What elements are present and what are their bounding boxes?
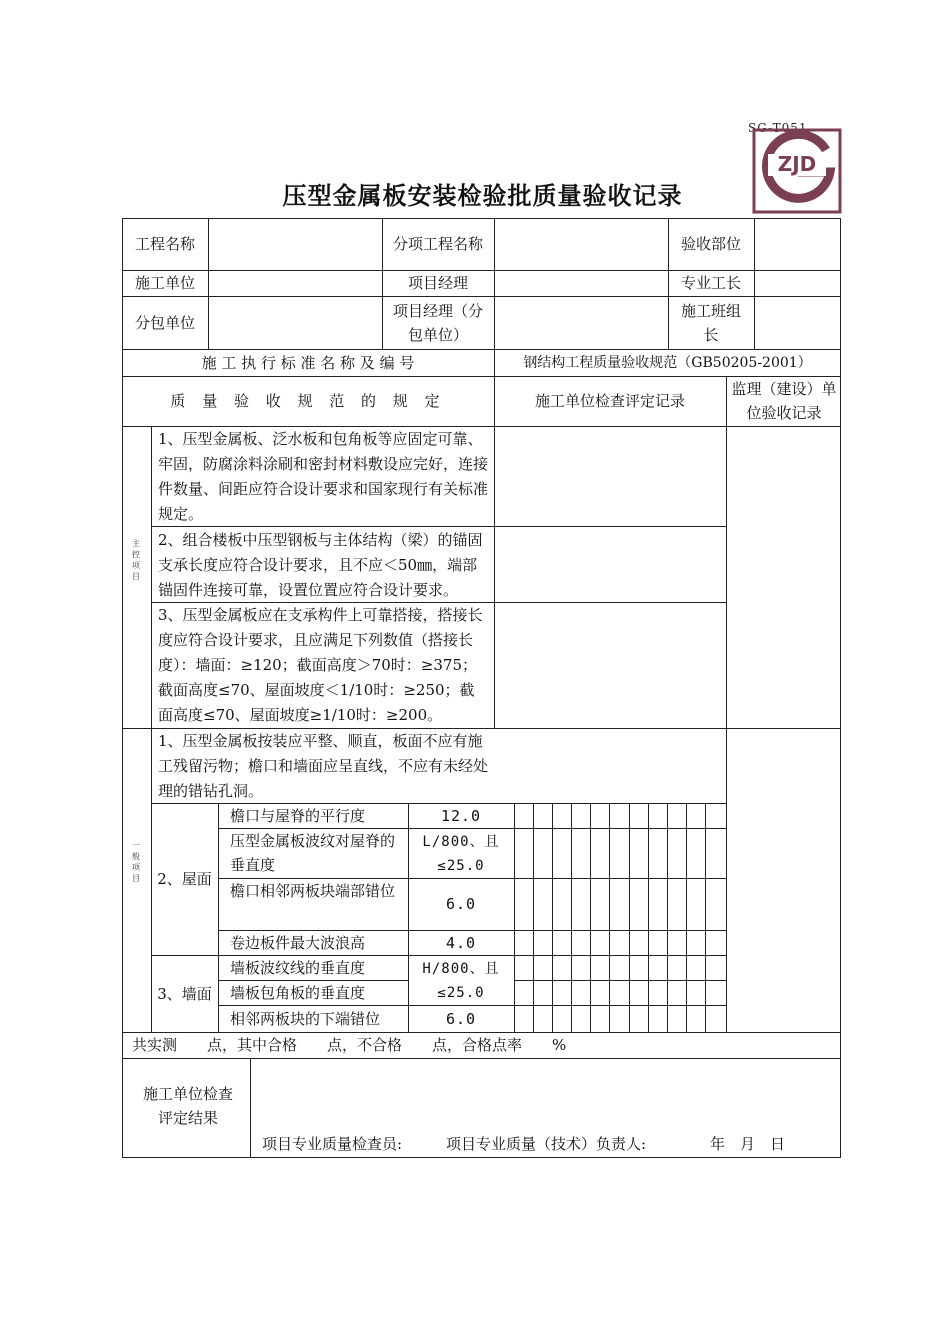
main-control-group-label: 主控项目 [132,539,140,581]
roof-row-1-tolerance: 12.0 [440,806,482,825]
contractor-record-header: 施工单位检查评定记录 [534,392,685,410]
project-manager-field[interactable] [494,270,668,296]
wall-row-2-name: 墙板包角板的垂直度 [230,984,366,1002]
form-code: SG-T051 [748,121,808,135]
main-control-item-1: 1、压型金属板、泛水板和包角板等应固定可靠、牢固，防腐涂料涂刷和密封材料敷设应完好，连接件数量、间距应符合设计要求和国家现行有关标准规定。 [158,430,489,523]
inspection-form [122,218,841,1158]
general-supervisor-record[interactable] [726,728,841,1032]
general-group-label: 一般项目 [132,841,140,883]
team-leader-label: 施工班组长 [680,301,741,344]
page-title: 压型金属板安装检验批质量验收记录 [282,181,683,210]
wall-shared-tolerance: H/800、且≤25.0 [422,960,500,1001]
roof-row-2-name: 压型金属板波纹对屋脊的垂直度 [230,832,396,874]
main-control-item-2: 2、组合楼板中压型钢板与主体结构（梁）的锚固支承长度应符合设计要求，且不应＜50㎜，端部锚固件连接可靠，设置位置应符合设计要求。 [158,531,483,599]
wall-row-3-tolerance: 6.0 [445,1009,477,1028]
general-item-1-record[interactable] [494,728,726,803]
acceptance-part-label: 验收部位 [680,235,741,253]
general-item-1: 1、压型金属板按装应平整、顺直，板面不应有施工残留污物；檐口和墙面应呈直线，不应有未经处理的错钻孔洞。 [158,732,489,800]
foreman-field[interactable] [754,270,841,296]
subcontractor-label: 分包单位 [134,313,195,332]
roof-row-2-tolerance: L/800、且≤25.0 [422,833,500,874]
standard-value: 钢结构工程质量验收规范（GB50205-2001） [523,354,812,371]
team-leader-field[interactable] [754,296,841,349]
roof-row-1-name: 檐口与屋脊的平行度 [230,807,366,825]
sub-manager-label: 项目经理（分包单位） [392,301,483,344]
roof-row-4-tolerance: 4.0 [445,933,477,952]
spec-column-header: 质 量 验 收 规 范 的 规 定 [170,392,446,410]
wall-row-3-name: 相邻两板块的下端错位 [230,1010,381,1028]
foreman-label: 专业工长 [680,274,741,292]
subproject-name-label: 分项工程名称 [392,235,483,253]
responsible-person-signature: 项目专业质量（技术）负责人: [446,1135,647,1153]
construction-unit-label: 施工单位 [134,274,195,292]
logo-text: ZJD [777,152,817,176]
wall-row-1-name: 墙板波纹线的垂直度 [230,959,366,977]
project-name-field[interactable] [208,218,382,270]
result-label: 施工单位检查评定结果 [142,1085,233,1127]
quality-inspector-signature: 项目专业质量检查员: [262,1135,403,1153]
project-manager-label: 项目经理 [407,274,468,292]
subcontractor-field[interactable] [208,296,382,349]
main-control-item-3: 3、压型金属板应在支承构件上可靠搭接，搭接长度应符合设计要求，且应满足下列数值（搭接长度）：墙面：≥120；截面高度＞70时：≥375；截面高度≤70、屋面坡度＜1/10时：≥250；截面高度≤70、屋面坡度≥1/10时：≥200。 [158,606,483,724]
wall-group-label: 3、墙面 [157,984,212,1003]
main-item-2-record[interactable] [494,526,726,602]
roof-row-4-name: 卷边板件最大波浪高 [230,934,366,952]
roof-group-label: 2、屋面 [157,870,212,888]
roof-row-3-name: 檐口相邻两板块端部错位 [230,882,396,900]
project-name-label: 工程名称 [134,235,195,253]
subproject-name-field[interactable] [494,218,668,270]
roof-row-3-tolerance: 6.0 [445,895,477,913]
main-item-1-record[interactable] [494,426,726,526]
sign-date: 年 月 日 [710,1135,786,1153]
standard-label: 施 工 执 行 标 准 名 称 及 编 号 [201,353,415,372]
main-item-3-record[interactable] [494,602,726,728]
sub-manager-field[interactable] [494,296,668,349]
supervisor-record-header: 监理（建设）单位验收记录 [731,380,837,422]
construction-unit-field[interactable] [208,270,382,296]
summary-line: 共实测 点，其中合格 点，不合格 点，合格点率 % [132,1036,567,1054]
acceptance-part-field[interactable] [754,218,841,270]
main-control-supervisor-record[interactable] [726,426,841,728]
